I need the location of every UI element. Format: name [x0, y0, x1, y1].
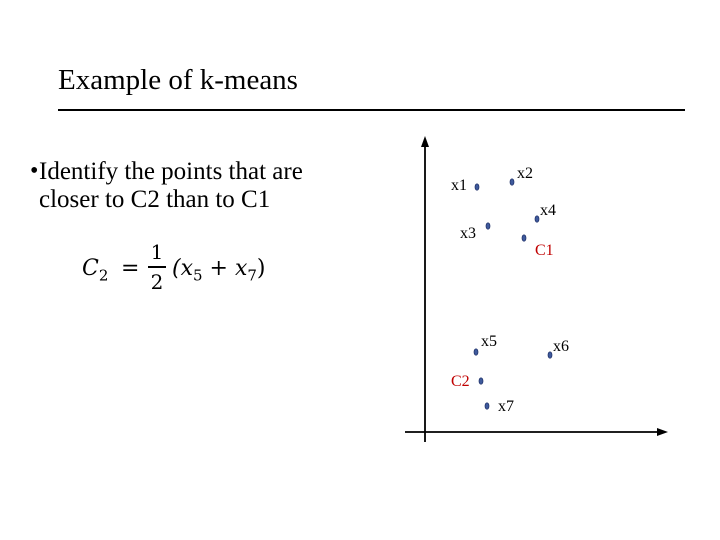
- bullet-dot-icon: •: [30, 158, 39, 184]
- formula-lhs-var: C: [82, 256, 99, 281]
- point-label-x3: x3: [460, 225, 476, 242]
- bullet-text: Identify the points that are closer to C2 than to C1: [39, 158, 303, 213]
- point-x3: [486, 223, 490, 229]
- point-label-x1: x1: [451, 177, 467, 194]
- point-label-x2: x2: [517, 165, 533, 182]
- points-layer: [451, 165, 569, 415]
- point-x2: [510, 179, 514, 185]
- point-label-x4: x4: [540, 202, 556, 219]
- formula-rhs-sub1: 5: [193, 266, 203, 285]
- y-axis-arrowhead: [421, 136, 429, 147]
- formula-rhs-close: ): [256, 256, 266, 281]
- formula-denominator: 2: [150, 269, 164, 294]
- point-x7: [485, 403, 489, 409]
- formula-equals: =: [121, 256, 140, 281]
- formula-numerator: 1: [150, 240, 164, 264]
- point-x5: [474, 349, 478, 355]
- point-x6: [548, 352, 552, 358]
- point-label-x7: x7: [498, 398, 514, 415]
- centroid-c1: [522, 235, 526, 241]
- formula-rhs-open: (x: [172, 256, 193, 281]
- point-label-c1: C1: [535, 242, 554, 259]
- formula-lhs-sub: 2: [98, 266, 109, 285]
- point-label-c2: C2: [451, 373, 470, 390]
- centroid-c2: [479, 378, 483, 384]
- slide-title: Example of k-means: [58, 64, 298, 96]
- formula-rhs-plus: + x: [202, 256, 248, 281]
- point-x1: [475, 184, 479, 190]
- point-x4: [535, 216, 539, 222]
- point-label-x6: x6: [553, 338, 569, 355]
- point-label-x5: x5: [481, 333, 497, 350]
- formula-rhs-sub2: 7: [247, 266, 257, 285]
- x-axis-arrowhead: [657, 428, 668, 436]
